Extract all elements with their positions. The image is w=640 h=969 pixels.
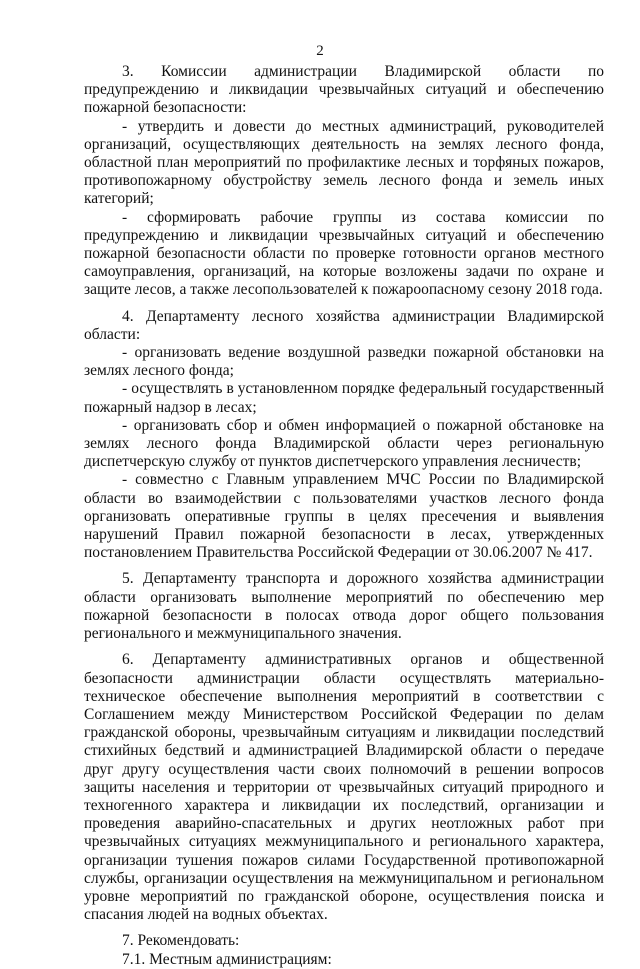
paragraph: 3. Комиссии администрации Владимирской области по предупреждению и ликвидации чрезвычайных ситуаций и обеспечению пожарной безопасности: <box>84 63 604 117</box>
paragraph: - осуществлять в установленном порядке федеральный государственный пожарный надзор в лесах; <box>84 380 604 416</box>
paragraph: - организовать ведение воздушной разведки пожарной обстановки на землях лесного фонда; <box>84 344 604 380</box>
paragraph: - утвердить и довести до местных администраций, руководителей организаций, осуществляющих деятельность на землях лесного фонда, областной план мероприятий по профилактике лесных и торфяных пожаров, противопожарному обустройству земель лесного фонда и земель иных категорий; <box>84 117 604 208</box>
paragraph: - совместно с Главным управлением МЧС России по Владимирской области во взаимодействии с пользователями участков лесного фонда организовать оперативные группы в целях пресечения и выявления нарушений Правил пожарной безопасности в лесах, утвержденных постановлением Правительства Российской Федерации от 30.06.2007 № 417. <box>84 471 604 562</box>
paragraph: - организовать сбор и обмен информацией о пожарной обстановке на землях лесного фонда Владимирской области через региональную диспетчерскую службу от пунктов диспетчерского управления лесничеств; <box>84 416 604 471</box>
section-6 <box>84 651 604 924</box>
paragraph: 5. Департаменту транспорта и дорожного хозяйства администрации области организовать выполнение мероприятий по обеспечению мер пожарной безопасности в полосах отвода дорог общего пользования регионального и межмуниципального значения. <box>84 570 604 643</box>
page-number: 2 <box>316 43 324 59</box>
section-7 <box>84 932 604 968</box>
paragraph: 6. Департаменту административных органов и общественной безопасности администрации области осуществлять материально-техническое обеспечение выполнения мероприятий в соответствии с Соглашением между Министерством Российской Федерации по делам гражданской обороны, чрезвычайным ситуациям и ликвидации последствий стихийных бедствий и администрацией Владимирской области о передаче друг другу осуществления части своих полномочий в решении вопросов защиты населения и территории от чрезвычайных ситуаций природного и техногенного характера и ликвидации их последствий, организации и проведения аварийно-спасательных и других неотложных работ при чрезвычайных ситуациях межмуниципального и регионального характера, организации тушения пожаров силами Государственной противопожарной службы, организации осуществления на межмуниципальном и региональном уровне мероприятий по гражданской обороне, осуществления поиска и спасания людей на водных объектах. <box>84 651 604 924</box>
section-4 <box>84 308 604 563</box>
paragraph: 4. Департаменту лесного хозяйства администрации Владимирской области: <box>84 307 604 343</box>
paragraph: 7. Рекомендовать: <box>122 932 240 950</box>
section-5 <box>84 570 604 643</box>
document-body <box>84 63 604 969</box>
paragraph: - сформировать рабочие группы из состава комиссии по предупреждению и ликвидации чрезвычайных ситуаций и обеспечению пожарной безопасности области по проверке готовности органов местного самоуправления, организаций, на которые возложены задачи по охране и защите лесов, а также лесопользователей к пожароопасному сезону 2018 года. <box>84 208 604 299</box>
paragraph: 7.1. Местным администрациям: <box>122 950 332 968</box>
section-3 <box>84 63 604 300</box>
